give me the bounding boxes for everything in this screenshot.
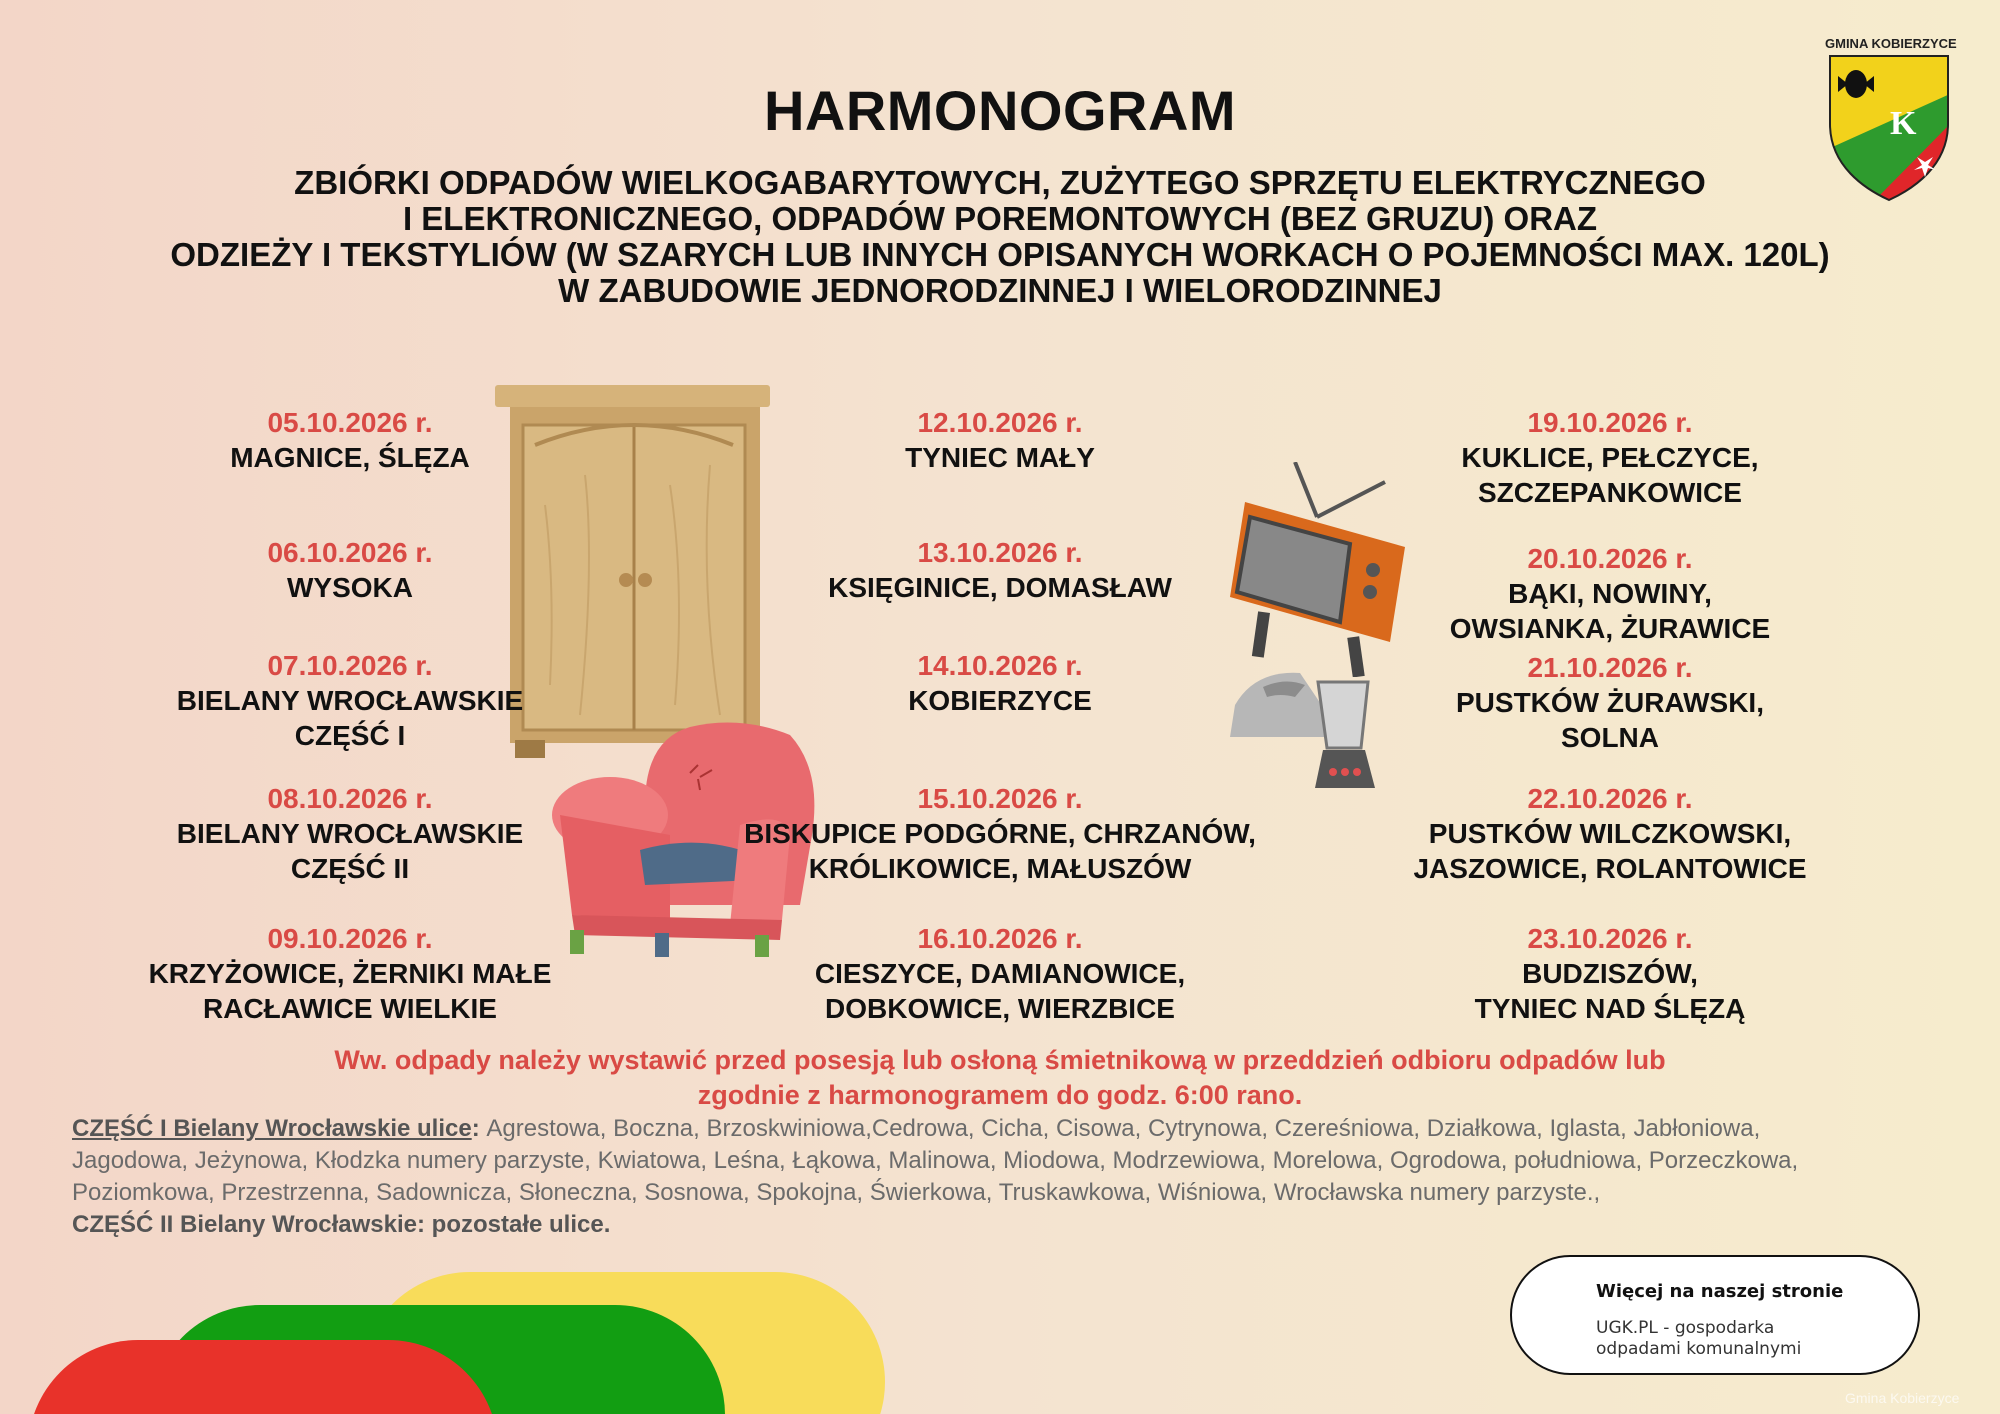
entry-date: 16.10.2026 r.: [917, 923, 1083, 954]
entry-date: 13.10.2026 r.: [917, 537, 1083, 568]
subtitle-line: ZBIÓRKI ODPADÓW WIELKOGABARYTOWYCH, ZUŻYTEGO SPRZĘTU ELEKTRYCZNEGO: [294, 164, 1706, 201]
entry-location: SOLNA: [1561, 722, 1659, 753]
schedule-entry: [1370, 650, 1850, 755]
entry-date: 06.10.2026 r.: [267, 537, 433, 568]
schedule-entry: [110, 648, 590, 753]
entry-location: BUDZISZÓW,: [1522, 958, 1698, 989]
more-info-box: [1510, 1255, 1920, 1375]
entry-location: TYNIEC MAŁY: [905, 442, 1095, 473]
entry-location: BISKUPICE PODGÓRNE, CHRZANÓW,: [744, 818, 1256, 849]
entry-location: CZĘŚĆ I: [294, 720, 406, 751]
entry-date: 08.10.2026 r.: [267, 783, 433, 814]
entry-location: CIESZYCE, DAMIANOWICE,: [814, 958, 1186, 989]
schedule-entry: [1370, 405, 1850, 510]
entry-date: 15.10.2026 r.: [917, 783, 1083, 814]
entry-date: 21.10.2026 r.: [1527, 652, 1693, 683]
streets-part2: CZĘŚĆ II Bielany Wrocławskie: pozostałe ulice.: [72, 1211, 611, 1238]
entry-date: 19.10.2026 r.: [1527, 407, 1693, 438]
coat-of-arms-logo: [1828, 54, 1950, 202]
schedule-entry: [720, 405, 1280, 475]
collection-notice: [160, 1043, 1840, 1113]
entry-date: 14.10.2026 r.: [917, 650, 1083, 681]
streets-list: CZĘŚĆ I Bielany Wrocławskie ulice: Agrestowa, Boczna, Brzoskwiniowa,Cedrowa, Cicha, Cisowa, Cytrynowa, Czereśniowa, Działkowa, Iglasta, Jabłoniowa, Jagodowa, Jeżynowa, Kłodzka numery parzyste, Kwiatowa, Leśna, Łąkowa, Malinowa, Miodowa, Modrzewiowa, Morelowa, Ogrodowa, południowa, Porzeczkowa, Poziomkowa, Przestrzenna, Sadownicza, Słoneczna, Sosnowa, Spokojna, Świerkowa, Truskawkowa, Wiśniowa, Wrocławska numery parzyste., CZĘŚĆ II Bielany Wrocławskie: pozostałe ulice.: [72, 1115, 1799, 1238]
entry-location: PUSTKÓW WILCZKOWSKI,: [1428, 818, 1792, 849]
entry-date: 05.10.2026 r.: [267, 407, 433, 438]
entry-date: 12.10.2026 r.: [917, 407, 1083, 438]
schedule-entry: [110, 781, 590, 886]
schedule-entry: [720, 535, 1280, 605]
entry-location: KSIĘGINICE, DOMASŁAW: [828, 572, 1172, 603]
streets-part1-label: CZĘŚĆ I Bielany Wrocławskie ulice: [72, 1115, 472, 1142]
entry-location: BIELANY WROCŁAWSKIE: [176, 685, 524, 716]
logo-label: GMINA KOBIERZYCE: [1825, 36, 1957, 51]
streets-part1-text: Agrestowa, Boczna, Brzoskwiniowa,Cedrowa, Cicha, Cisowa, Cytrynowa, Czereśniowa, Działkowa, Iglasta, Jabłoniowa, Jagodowa, Jeżynowa, Kłodzka numery parzyste, Kwiatowa, Leśna, Łąkowa, Malinowa, Miodowa, Modrzewiowa, Morelowa, Ogrodowa, południowa, Porzeczkowa, Poziomkowa, Przestrzenna, Sadownicza, Słoneczna, Sosnowa, Spokojna, Świerkowa, Truskawkowa, Wiśniowa, Wrocławska numery parzyste.,: [72, 1115, 1799, 1206]
entry-location: KUKLICE, PEŁCZYCE,: [1461, 442, 1759, 473]
schedule-entry: [110, 405, 590, 475]
logo-letter: K: [1890, 105, 1917, 142]
schedule-entry: [720, 921, 1280, 1026]
entry-location: JASZOWICE, ROLANTOWICE: [1413, 853, 1807, 884]
page-subtitle: [60, 165, 1940, 309]
decorative-blobs: [0, 1240, 920, 1414]
entry-location: RACŁAWICE WIELKIE: [203, 993, 497, 1024]
notice-line: zgodnie z harmonogramem do godz. 6:00 rano.: [697, 1080, 1303, 1110]
entry-location: KRÓLIKOWICE, MAŁUSZÓW: [808, 853, 1192, 884]
entry-date: 23.10.2026 r.: [1527, 923, 1693, 954]
schedule-entry: [1370, 921, 1850, 1026]
more-info-heading: Więcej na naszej stronie: [1596, 1281, 1844, 1302]
subtitle-line: ODZIEŻY I TEKSTYLIÓW (W SZARYCH LUB INNYCH OPISANYCH WORKACH O POJEMNOŚCI MAX. 120L): [170, 236, 1830, 273]
entry-location: CZĘŚĆ II: [290, 853, 410, 884]
schedule-entry: [110, 535, 590, 605]
entry-location: TYNIEC NAD ŚLĘZĄ: [1474, 993, 1746, 1024]
entry-date: 09.10.2026 r.: [267, 923, 433, 954]
entry-date: 22.10.2026 r.: [1527, 783, 1693, 814]
entry-location: DOBKOWICE, WIERZBICE: [825, 993, 1175, 1024]
schedule-entry: [1370, 781, 1850, 886]
schedule-entry: [720, 781, 1280, 886]
entry-date: 20.10.2026 r.: [1527, 543, 1693, 574]
schedule-entry: [1370, 541, 1850, 646]
more-info-text: UGK.PL - gospodarka odpadami komunalnymi: [1596, 1318, 1802, 1359]
entry-location: BIELANY WROCŁAWSKIE: [176, 818, 524, 849]
schedule-entry: [110, 921, 590, 1026]
notice-line: Ww. odpady należy wystawić przed posesją lub osłoną śmietnikową w przeddzień odbioru odpadów lub: [334, 1045, 1666, 1075]
entry-location: BĄKI, NOWINY,: [1508, 578, 1712, 609]
entry-date: 07.10.2026 r.: [267, 650, 433, 681]
entry-location: PUSTKÓW ŻURAWSKI,: [1456, 687, 1764, 718]
watermark: Gmina Kobierzyce: [1845, 1390, 1960, 1406]
entry-location: SZCZEPANKOWICE: [1478, 477, 1742, 508]
entry-location: WYSOKA: [287, 572, 413, 603]
entry-location: MAGNICE, ŚLĘZA: [230, 442, 470, 473]
page-title: HARMONOGRAM: [763, 79, 1237, 142]
entry-location: KRZYŻOWICE, ŻERNIKI MAŁE: [148, 958, 552, 989]
subtitle-line: W ZABUDOWIE JEDNORODZINNEJ I WIELORODZINNEJ: [558, 272, 1442, 309]
schedule-entry: [720, 648, 1280, 718]
entry-location: OWSIANKA, ŻURAWICE: [1449, 613, 1771, 644]
subtitle-line: I ELEKTRONICZNEGO, ODPADÓW POREMONTOWYCH (BEZ GRUZU) ORAZ: [402, 200, 1598, 237]
entry-location: KOBIERZYCE: [908, 685, 1092, 716]
